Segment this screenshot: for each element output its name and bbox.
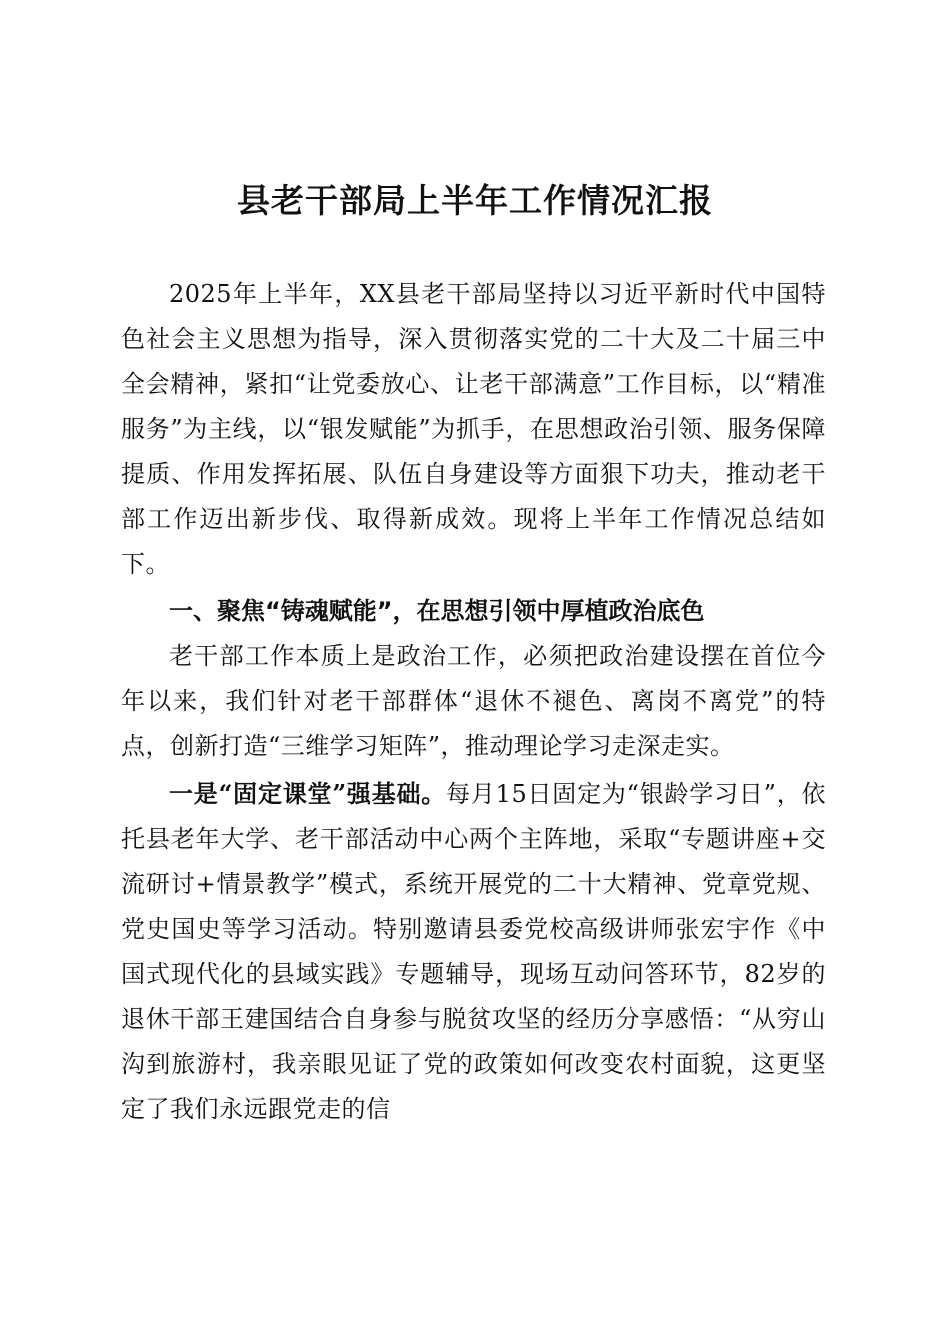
- item-text: 每月15日固定为“银龄学习日”，依托县老年大学、老干部活动中心两个主阵地，采取“专题讲座+交流研讨+情景教学”模式，系统开展党的二十大精神、党章党规、党史国史等学习活动。特别邀请县委党校高级讲师张宏宇作《中国式现代化的县域实践》专题辅导，现场互动问答环节，82岁的退休干部王建国结合自身参与脱贫攻坚的经历分享感悟：“从穷山沟到旅游村，我亲眼见证了党的政策如何改变农村面貌，这更坚定了我们永远跟党走的信: [121, 780, 827, 1123]
- document-body: [121, 272, 826, 1132]
- item-paragraph: [121, 771, 826, 1132]
- section-heading: 一、聚焦“铸魂赋能”，在思想引领中厚植政治底色: [169, 597, 705, 625]
- section-paragraph: 老干部工作本质上是政治工作，必须把政治建设摆在首位今年以来，我们针对老干部群体“退休不褪色、离岗不离党”的特点，创新打造“三维学习矩阵”，推动理论学习走深走实。: [121, 642, 826, 760]
- page-title: 县老干部局上半年工作情况汇报: [237, 181, 713, 220]
- intro-paragraph: 2025年上半年，XX县老干部局坚持以习近平新时代中国特色社会主义思想为指导，深入贯彻落实党的二十大及二十届三中全会精神，紧扣“让党委放心、让老干部满意”工作目标，以“精准服务”为主线，以“银发赋能”为抓手，在思想政治引领、服务保障提质、作用发挥拓展、队伍自身建设等方面狠下功夫，推动老干部工作迈出新步伐、取得新成效。现将上半年工作情况总结如下。: [121, 280, 826, 578]
- item-lead: 一是“固定课堂”强基础。: [169, 779, 447, 808]
